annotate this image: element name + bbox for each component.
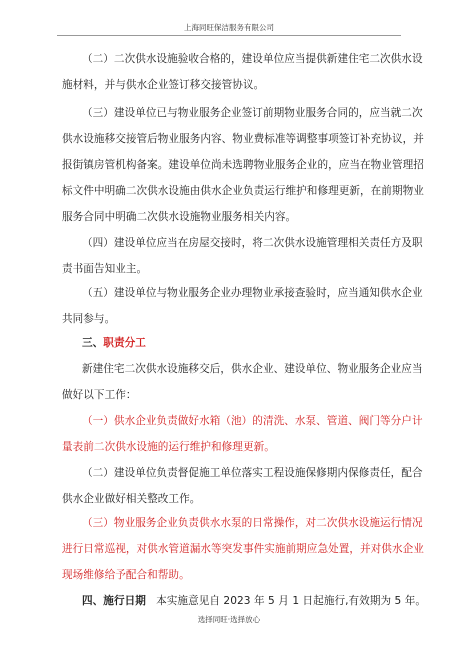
paragraph-line: 供水设施移交接管后物业服务内容、物业费标准等调整事项签订补充协议，并 [62, 133, 424, 145]
page-header: 上海同旺保洁服务有限公司 [184, 23, 274, 32]
paragraph-line: 报街镇房管机构备案。建设单位尚未选聘物业服务企业的，应当在物业管理招 [62, 159, 424, 171]
paragraph-line: （三）建设单位已与物业服务企业签订前期物业服务合同的，应当就二次 [82, 107, 423, 119]
highlighted-line: 进行日常巡视，对供水管道漏水等突发事件实施前期应急处置，并对供水企业 [62, 543, 424, 555]
paragraph-line: 服务合同中明确二次供水设施物业服务相关内容。 [62, 211, 297, 223]
paragraph-line: （二）二次供水设施验收合格的，建设单位应当提供新建住宅二次供水设 [82, 53, 423, 65]
paragraph-line: （二）建设单位负责督促施工单位落实工程设施保修期内保修责任，配合 [82, 467, 423, 479]
paragraph-line: 供水企业做好相关整改工作。 [62, 493, 201, 505]
paragraph-line: 标文件中明确二次供水设施由供水企业负责运行维护和修理更新，在前期物业 [62, 185, 424, 197]
paragraph-line: 做好以下工作： [62, 389, 137, 401]
section-number: 四、 [82, 595, 104, 607]
header-divider [57, 35, 401, 36]
paragraph-line: （四）建设单位应当在房屋交接时，将二次供水设施管理相关责任方及职 [82, 237, 423, 249]
paragraph-line: （五）建设单位与物业服务企业办理物业承接查验时，应当通知供水企业 [82, 287, 423, 299]
highlighted-line: 现场维修给予配合和帮助。 [62, 569, 190, 581]
paragraph-line: 共同参与。 [62, 313, 116, 325]
section-heading [82, 336, 146, 350]
highlighted-line: （三）物业服务企业负责供水水泵的日常操作，对二次供水设施运行情况 [82, 517, 423, 529]
section-title: 施行日期 [103, 595, 146, 607]
highlighted-line: （一）供水企业负责做好水箱（池）的清洗、水泵、管道、阀门等分户计 [82, 415, 423, 427]
section-title: 职责分工 [103, 337, 146, 349]
paragraph-line: 施材料，并与供水企业签订移交接管协议。 [62, 79, 265, 91]
section-number: 三、 [82, 337, 104, 349]
paragraph-line: 新建住宅二次供水设施移交后，供水企业、建设单位、物业服务企业应当 [82, 363, 423, 375]
effective-date-line [82, 594, 426, 608]
highlighted-line: 量表前二次供水设施的运行维护和修理更新。 [62, 441, 275, 453]
page-footer: 选择同旺·选择放心 [197, 615, 261, 624]
paragraph-line: 责书面告知业主。 [62, 263, 148, 275]
effective-date-text: 本实施意见自 2023 年 5 月 1 日起施行,有效期为 5 年。 [156, 595, 427, 607]
